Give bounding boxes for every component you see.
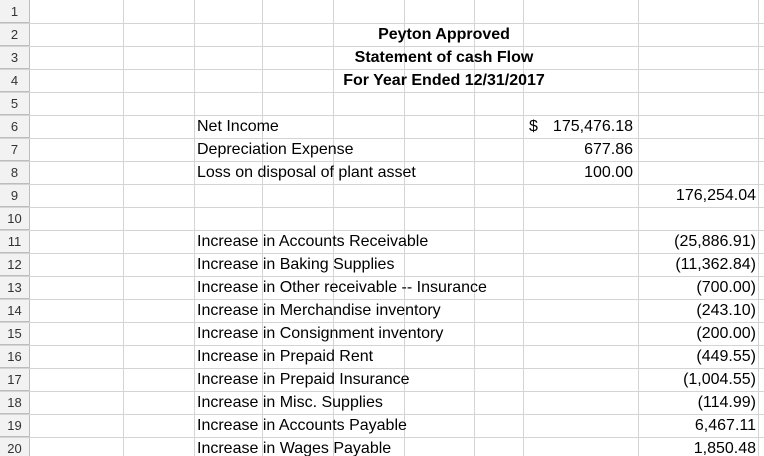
sheet-row[interactable] — [0, 207, 764, 231]
change-value[interactable]: (11,362.84) — [675, 256, 756, 273]
company-title[interactable]: Peyton Approved — [378, 26, 510, 43]
row-number[interactable]: 15 — [0, 322, 29, 345]
row-number[interactable]: 10 — [0, 207, 29, 230]
depreciation-value[interactable]: 677.86 — [584, 141, 633, 158]
sheet-row[interactable] — [0, 322, 764, 346]
currency-symbol: $ — [529, 118, 538, 135]
period-title[interactable]: For Year Ended 12/31/2017 — [343, 72, 545, 89]
sheet-row[interactable] — [0, 230, 764, 254]
change-label[interactable]: Increase in Prepaid Insurance — [197, 371, 410, 388]
change-value[interactable]: (700.00) — [696, 279, 756, 296]
row-number[interactable]: 9 — [0, 184, 29, 207]
sheet-row[interactable] — [0, 276, 764, 300]
row-number[interactable]: 1 — [0, 0, 29, 23]
change-value[interactable]: 6,467.11 — [694, 417, 756, 434]
net-income-label[interactable]: Net Income — [197, 118, 279, 135]
sheet-row[interactable] — [0, 161, 764, 185]
change-label[interactable]: Increase in Prepaid Rent — [197, 348, 374, 365]
change-value[interactable]: 1,850.48 — [693, 440, 756, 456]
change-label[interactable]: Increase in Merchandise inventory — [197, 302, 441, 319]
sheet-row[interactable] — [0, 115, 764, 139]
net-income-amount: 175,476.18 — [552, 118, 633, 135]
sheet-row[interactable] — [0, 46, 764, 70]
sheet-row[interactable] — [0, 23, 764, 47]
change-value[interactable]: (25,886.91) — [674, 233, 756, 250]
row-number[interactable]: 17 — [0, 368, 29, 391]
change-value[interactable]: (449.55) — [696, 348, 756, 365]
sheet-row[interactable] — [0, 138, 764, 162]
depreciation-label[interactable]: Depreciation Expense — [197, 141, 354, 158]
sheet-row[interactable] — [0, 391, 764, 415]
net-income-value[interactable] — [525, 115, 633, 138]
row-number[interactable]: 6 — [0, 115, 29, 138]
row-number[interactable]: 8 — [0, 161, 29, 184]
row-number[interactable]: 7 — [0, 138, 29, 161]
row-number[interactable]: 16 — [0, 345, 29, 368]
sheet-row[interactable] — [0, 345, 764, 369]
row-number[interactable]: 19 — [0, 414, 29, 437]
sheet-row[interactable] — [0, 0, 764, 24]
row-number[interactable]: 12 — [0, 253, 29, 276]
row-number[interactable]: 3 — [0, 46, 29, 69]
sheet-row[interactable] — [0, 437, 764, 456]
change-label[interactable]: Increase in Misc. Supplies — [197, 394, 383, 411]
operating-subtotal[interactable]: 176,254.04 — [675, 187, 756, 204]
row-number[interactable]: 18 — [0, 391, 29, 414]
change-label[interactable]: Increase in Accounts Receivable — [197, 233, 429, 250]
change-label[interactable]: Increase in Consignment inventory — [197, 325, 444, 342]
change-value[interactable]: (114.99) — [697, 394, 756, 411]
row-number[interactable]: 11 — [0, 230, 29, 253]
change-label[interactable]: Increase in Wages Payable — [197, 440, 392, 456]
loss-label[interactable]: Loss on disposal of plant asset — [197, 164, 416, 181]
sheet-row[interactable] — [0, 184, 764, 208]
row-number[interactable]: 13 — [0, 276, 29, 299]
sheet-row[interactable] — [0, 299, 764, 323]
change-label[interactable]: Increase in Other receivable -- Insurance — [197, 279, 487, 296]
row-number[interactable]: 20 — [0, 437, 29, 456]
sheet-row[interactable] — [0, 253, 764, 277]
sheet-row[interactable] — [0, 414, 764, 438]
sheet-row[interactable] — [0, 69, 764, 93]
sheet-row[interactable] — [0, 92, 764, 116]
row-number[interactable]: 5 — [0, 92, 29, 115]
row-number[interactable]: 2 — [0, 23, 29, 46]
change-label[interactable]: Increase in Accounts Payable — [197, 417, 407, 434]
change-value[interactable]: (243.10) — [696, 302, 756, 319]
change-value[interactable]: (200.00) — [696, 325, 756, 342]
sheet-row[interactable] — [0, 368, 764, 392]
statement-title[interactable]: Statement of cash Flow — [354, 49, 534, 66]
change-value[interactable]: (1,004.55) — [683, 371, 756, 388]
change-label[interactable]: Increase in Baking Supplies — [197, 256, 395, 273]
row-number[interactable]: 4 — [0, 69, 29, 92]
loss-value[interactable]: 100.00 — [584, 164, 633, 181]
row-number[interactable]: 14 — [0, 299, 29, 322]
